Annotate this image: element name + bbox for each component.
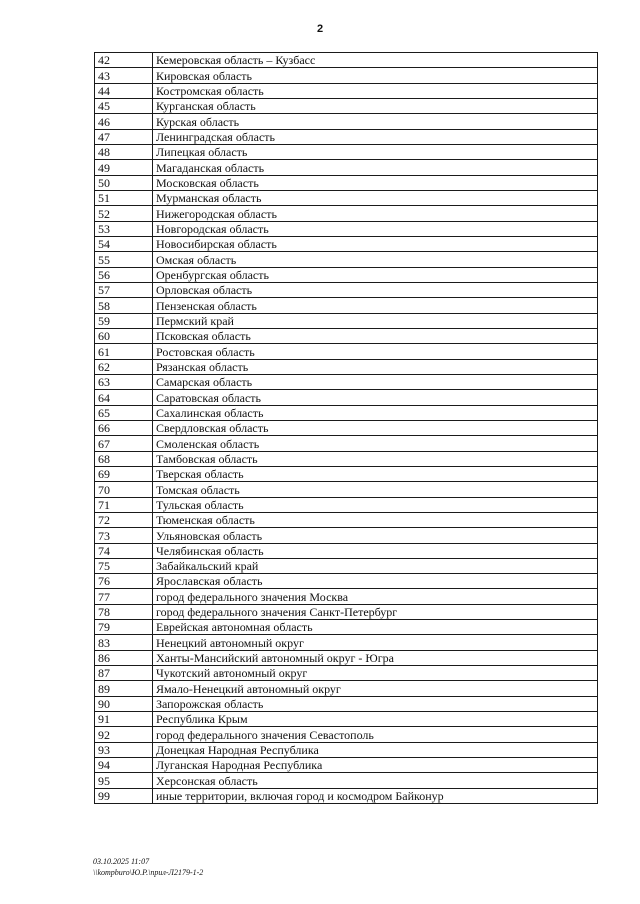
region-code-cell: 74 — [95, 543, 153, 558]
table-row — [95, 390, 598, 405]
region-code-cell: 89 — [95, 681, 153, 696]
region-code-cell: 92 — [95, 727, 153, 742]
region-name-cell: Оренбургская область — [153, 267, 598, 282]
region-name-cell: Ханты-Мансийский автономный округ - Югра — [153, 650, 598, 665]
region-code-cell: 50 — [95, 175, 153, 190]
region-name-cell: Омская область — [153, 252, 598, 267]
table-row — [95, 374, 598, 389]
region-name-cell: Орловская область — [153, 282, 598, 297]
region-name-cell: Нижегородская область — [153, 206, 598, 221]
region-name-cell: Смоленская область — [153, 436, 598, 451]
region-name-cell: Тюменская область — [153, 512, 598, 527]
region-name-cell: город федерального значения Москва — [153, 589, 598, 604]
table-row — [95, 712, 598, 727]
region-code-cell: 90 — [95, 696, 153, 711]
page-number: 2 — [316, 23, 324, 35]
region-code-cell: 57 — [95, 282, 153, 297]
region-code-cell: 46 — [95, 114, 153, 129]
table-row — [95, 221, 598, 236]
table-row — [95, 620, 598, 635]
table-row — [95, 497, 598, 512]
region-name-cell: Чукотский автономный округ — [153, 666, 598, 681]
region-name-cell: Сахалинская область — [153, 405, 598, 420]
region-name-cell: Тульская область — [153, 497, 598, 512]
table-row — [95, 98, 598, 113]
region-name-cell: Новосибирская область — [153, 236, 598, 251]
table-row — [95, 267, 598, 282]
region-code-cell: 95 — [95, 773, 153, 788]
table-row — [95, 252, 598, 267]
table-row — [95, 727, 598, 742]
region-name-cell: Тамбовская область — [153, 451, 598, 466]
region-code-cell: 47 — [95, 129, 153, 144]
footer-file-path: \\kompburo\Ю.Р.\прил-Л2179-1-2 — [93, 868, 204, 877]
region-code-cell: 73 — [95, 528, 153, 543]
region-code-cell: 76 — [95, 574, 153, 589]
table-row — [95, 344, 598, 359]
region-name-cell: Самарская область — [153, 374, 598, 389]
table-row — [95, 236, 598, 251]
table-row — [95, 650, 598, 665]
region-code-cell: 67 — [95, 436, 153, 451]
region-code-cell: 94 — [95, 758, 153, 773]
region-code-cell: 72 — [95, 512, 153, 527]
footer-date: 03.10.2025 11:07 — [93, 857, 150, 866]
region-code-cell: 86 — [95, 650, 153, 665]
region-code-cell: 70 — [95, 482, 153, 497]
table-row — [95, 635, 598, 650]
region-code-cell: 91 — [95, 712, 153, 727]
table-row — [95, 420, 598, 435]
region-name-cell: Новгородская область — [153, 221, 598, 236]
region-name-cell: Челябинская область — [153, 543, 598, 558]
table-row — [95, 758, 598, 773]
region-name-cell: Курганская область — [153, 98, 598, 113]
table-row — [95, 68, 598, 83]
region-name-cell: Пермский край — [153, 313, 598, 328]
region-name-cell: Липецкая область — [153, 144, 598, 159]
table-row — [95, 543, 598, 558]
region-name-cell: Кемеровская область – Кузбасс — [153, 53, 598, 68]
region-code-cell: 62 — [95, 359, 153, 374]
region-name-cell: Курская область — [153, 114, 598, 129]
region-code-cell: 87 — [95, 666, 153, 681]
region-code-cell: 63 — [95, 374, 153, 389]
table-row — [95, 175, 598, 190]
table-row — [95, 589, 598, 604]
table-row — [95, 405, 598, 420]
region-name-cell: город федерального значения Севастополь — [153, 727, 598, 742]
table-row — [95, 742, 598, 757]
region-code-cell: 64 — [95, 390, 153, 405]
region-name-cell: Запорожская область — [153, 696, 598, 711]
region-name-cell: Костромская область — [153, 83, 598, 98]
region-name-cell: Кировская область — [153, 68, 598, 83]
region-name-cell: Московская область — [153, 175, 598, 190]
region-code-cell: 61 — [95, 344, 153, 359]
region-code-cell: 56 — [95, 267, 153, 282]
table-row — [95, 436, 598, 451]
region-name-cell: Донецкая Народная Республика — [153, 742, 598, 757]
table-row — [95, 298, 598, 313]
region-name-cell: Тверская область — [153, 466, 598, 481]
region-name-cell: Саратовская область — [153, 390, 598, 405]
region-code-cell: 52 — [95, 206, 153, 221]
region-name-cell: Магаданская область — [153, 160, 598, 175]
region-name-cell: иные территории, включая город и космодром Байконур — [153, 788, 598, 803]
region-code-cell: 93 — [95, 742, 153, 757]
region-name-cell: город федерального значения Санкт-Петербург — [153, 604, 598, 619]
region-code-cell: 59 — [95, 313, 153, 328]
region-code-cell: 48 — [95, 144, 153, 159]
region-code-cell: 68 — [95, 451, 153, 466]
region-name-cell: Свердловская область — [153, 420, 598, 435]
region-code-cell: 65 — [95, 405, 153, 420]
regions-table-body — [95, 53, 598, 804]
region-name-cell: Еврейская автономная область — [153, 620, 598, 635]
region-code-cell: 44 — [95, 83, 153, 98]
region-code-cell: 55 — [95, 252, 153, 267]
table-row — [95, 83, 598, 98]
region-name-cell: Мурманская область — [153, 190, 598, 205]
table-row — [95, 144, 598, 159]
region-code-cell: 49 — [95, 160, 153, 175]
region-code-cell: 42 — [95, 53, 153, 68]
region-code-cell: 45 — [95, 98, 153, 113]
table-row — [95, 53, 598, 68]
region-name-cell: Ямало-Ненецкий автономный округ — [153, 681, 598, 696]
region-name-cell: Ненецкий автономный округ — [153, 635, 598, 650]
table-row — [95, 129, 598, 144]
region-name-cell: Ульяновская область — [153, 528, 598, 543]
table-row — [95, 206, 598, 221]
region-code-cell: 79 — [95, 620, 153, 635]
region-name-cell: Ростовская область — [153, 344, 598, 359]
region-code-cell: 99 — [95, 788, 153, 803]
region-code-cell: 60 — [95, 328, 153, 343]
table-row — [95, 528, 598, 543]
table-row — [95, 773, 598, 788]
table-row — [95, 114, 598, 129]
region-name-cell: Ленинградская область — [153, 129, 598, 144]
region-name-cell: Республика Крым — [153, 712, 598, 727]
region-name-cell: Псковская область — [153, 328, 598, 343]
table-row — [95, 313, 598, 328]
table-row — [95, 160, 598, 175]
region-name-cell: Томская область — [153, 482, 598, 497]
region-name-cell: Забайкальский край — [153, 558, 598, 573]
region-code-cell: 69 — [95, 466, 153, 481]
table-row — [95, 788, 598, 803]
document-footer — [93, 856, 203, 878]
region-name-cell: Луганская Народная Республика — [153, 758, 598, 773]
region-name-cell: Рязанская область — [153, 359, 598, 374]
table-row — [95, 451, 598, 466]
table-row — [95, 696, 598, 711]
region-code-cell: 83 — [95, 635, 153, 650]
table-row — [95, 604, 598, 619]
region-name-cell: Ярославская область — [153, 574, 598, 589]
region-name-cell: Пензенская область — [153, 298, 598, 313]
region-code-cell: 43 — [95, 68, 153, 83]
table-row — [95, 574, 598, 589]
table-row — [95, 466, 598, 481]
table-row — [95, 512, 598, 527]
region-code-cell: 66 — [95, 420, 153, 435]
region-code-cell: 77 — [95, 589, 153, 604]
region-code-cell: 78 — [95, 604, 153, 619]
table-row — [95, 190, 598, 205]
region-code-cell: 54 — [95, 236, 153, 251]
table-row — [95, 666, 598, 681]
region-code-cell: 53 — [95, 221, 153, 236]
region-name-cell: Херсонская область — [153, 773, 598, 788]
table-row — [95, 359, 598, 374]
region-code-cell: 58 — [95, 298, 153, 313]
table-row — [95, 482, 598, 497]
table-row — [95, 328, 598, 343]
table-row — [95, 282, 598, 297]
table-row — [95, 681, 598, 696]
region-code-cell: 51 — [95, 190, 153, 205]
region-code-cell: 75 — [95, 558, 153, 573]
region-code-cell: 71 — [95, 497, 153, 512]
regions-table — [94, 52, 598, 804]
table-row — [95, 558, 598, 573]
